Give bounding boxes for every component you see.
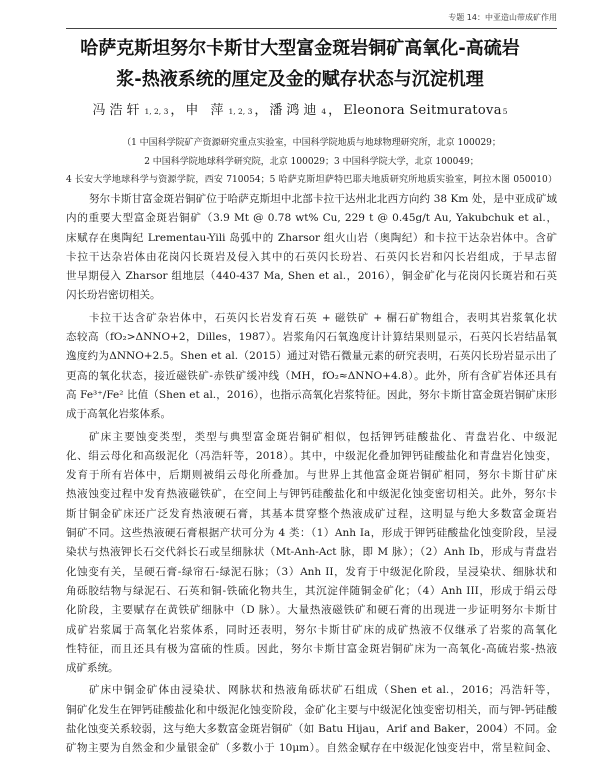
title-line: 浆-热液系统的厘定及金的赋存状态与沉淀机理: [116, 69, 484, 90]
paper-title: [0, 33, 600, 95]
affiliation-line: （1 中国科学院矿产资源研究重点实验室，中国科学院地质与地球物理研究所，北京 100029；: [122, 138, 501, 148]
paragraph: [66, 681, 557, 758]
paragraph-line: 卡拉干达杂岩体由花岗闪长斑岩及侵入其中的石英闪长玢岩、石英闪长岩和闪长岩组成，于早志留: [66, 250, 557, 263]
paragraph-line: 热液蚀变过程中发育热液磁铁矿，在空间上与钾钙硅酸盐化和中级泥化蚀变密切相关。此外，努尔卡: [66, 488, 557, 501]
author-name: 潘鸿迪: [269, 103, 321, 118]
paragraph: [66, 190, 557, 306]
paragraph-line: 角砾胶结物与绿泥石、石英和铜-铁硫化物共生，其沉淀伴随铜金矿化；（4）Anh III，形成于绢云母: [66, 584, 557, 597]
paragraph-line: 染状与热液钾长石交代斜长石或呈细脉状（Mt-Anh-Act 脉，即 M 脉）；（2）Anh Ib，形成与青盘岩: [66, 546, 557, 559]
affiliations: [66, 134, 557, 190]
paragraph-line: 更高的氧化状态，接近磁铁矿-赤铁矿缓冲线（MH，fO₂≈ΔNNO+4.8）。此外，所有含矿岩体还具有: [66, 369, 557, 382]
abstract-body: [66, 190, 557, 759]
paragraph-line: 成矿系统。: [66, 662, 119, 675]
paragraph-line: 矿床主要蚀变类型，类型与典型富金斑岩铜矿相似，包括钾钙硅酸盐化、青盘岩化、中级泥: [89, 430, 557, 443]
paragraph-line: 努尔卡斯甘富金斑岩铜矿位于哈萨克斯坦中北部卡拉干达州北北西方向约 38 Km 处，是中亚成矿域: [89, 193, 557, 205]
running-title: 专题 14：中亚造山带成矿作用: [448, 13, 557, 22]
paragraph: [66, 309, 557, 425]
author-list: 冯浩轩 1, 2, 3 ， 申 萍 1, 2, 3 ， 潘鸿迪 4 ， Eleonora Seitmuratova 5: [0, 101, 600, 121]
author-name: 冯浩轩: [92, 103, 144, 118]
paragraph-line: 成矿岩浆属于高氧化岩浆体系，同时还表明，努尔卡斯甘矿床的成矿热液不仅继承了岩浆的高氧化: [66, 623, 557, 636]
paragraph-line: 化蚀变有关，呈硬石膏-绿帘石-绿泥石脉；（3）Anh II，发育于中级泥化阶段，呈浸染状、细脉状和: [66, 565, 557, 578]
author-separator: ，: [328, 103, 342, 118]
paragraph-line: 态较高（fO₂>ΔNNO+2，Dilles，1987）。岩浆角闪石氧逸度计计算结果则显示，石英闪长岩结晶氧: [66, 331, 557, 344]
paragraph-line: 铜矿化发生在钾钙硅酸盐化和中级泥化蚀变阶段，金矿化主要与中级泥化蚀变密切相关，而与钾-钙硅酸: [66, 703, 557, 716]
paragraph-line: 矿床中铜金矿体由浸染状、网脉状和热液角砾状矿石组成（Shen et al.，2016；冯浩轩等，: [89, 684, 557, 697]
paragraph-line: 斯甘铜金矿床还广泛发育热液硬石膏，其基本贯穿整个热液成矿过程，这明显与绝大多数富金斑岩: [66, 507, 557, 520]
paragraph-line: 化阶段，主要赋存在黄铁矿细脉中（D 脉）。大量热液磁铁矿和硬石膏的出现进一步证明努尔卡斯甘: [66, 604, 557, 617]
header-rule: [66, 28, 557, 29]
paragraph-line: 床赋存在奥陶纪 Lrementau-Yili 岛弧中的 Zharsor 组火山岩（奥陶纪）和卡拉干达杂岩体中。含矿: [66, 231, 557, 244]
paragraph-line: 矿物主要为自然金和少量银金矿（多数小于 10μm）。自然金赋存在中级泥化蚀变岩中，常呈粒间金、: [66, 742, 557, 755]
paragraph-line: 发育于所有岩体中，后期则被绢云母化所叠加。与世界上其他富金斑岩铜矿相同，努尔卡斯甘矿床: [66, 469, 557, 482]
paragraph-line: 闪长玢岩密切相关。: [66, 289, 161, 302]
paragraph-line: 性特征，而且还具有极为富硫的性质。因此，努尔卡斯甘富金斑岩铜矿床为一高氧化-高硫岩浆-热液: [66, 642, 557, 655]
paragraph-line: 卡拉干达含矿杂岩体中，石英闪长岩发育石英 + 磁铁矿 + 榍石矿物组合，表明其岩浆氧化状: [89, 311, 557, 324]
paragraph-line: 铜矿不同。这些热液硬石膏根据产状可分为 4 类：（1）Anh Ia，形成于钾钙硅酸盐化蚀变阶段，呈浸: [66, 527, 557, 540]
paragraph-line: 高 Fe³⁺/Fe² 比值（Shen et al.，2016），也指示高氧化岩浆特征。因此，努尔卡斯甘富金斑岩铜矿床形: [66, 388, 557, 401]
author-name: Eleonora Seitmuratova: [343, 103, 502, 118]
author-name: 申 萍: [185, 103, 228, 118]
title-line: 哈萨克斯坦努尔卡斯甘大型富金斑岩铜矿高氧化-高硫岩: [80, 38, 520, 59]
author-separator: ，: [170, 103, 184, 118]
affiliation-line: 4 长安大学地球科学与资源学院，西安 710054；5 哈萨克斯坦萨特巴耶夫地质研究所地质实验室，阿拉木图 050010）: [66, 175, 557, 185]
paragraph-line: 盐化蚀变关系较弱，这与绝大多数富金斑岩铜矿（如 Batu Hijau，Arif and Baker，2004）不同。金: [66, 723, 557, 736]
affiliation-line: 2 中国科学院地球科学研究院，北京 100029；3 中国科学院大学，北京 100049；: [144, 156, 479, 167]
paragraph-line: 世早期侵入 Zharsor 组地层（440-437 Ma, Shen et al.，2016），铜金矿化与花岗闪长斑岩和石英: [66, 270, 557, 283]
paragraph: [66, 428, 557, 679]
paragraph-line: 内的重要大型富金斑岩铜矿（3.9 Mt @ 0.78 wt% Cu, 229 t @ 0.45g/t Au, Yakubchuk et al.，: [66, 212, 557, 225]
author-separator: ，: [254, 103, 268, 118]
paragraph-line: 成于高氧化岩浆体系。: [66, 408, 171, 421]
paragraph-line: 化、绢云母化和高级泥化（冯浩轩等，2018）。其中，中级泥化叠加钾钙硅酸盐化和青盘岩化蚀变，: [66, 449, 557, 462]
paragraph-line: 逸度约为ΔNNO+2.5。Shen et al.（2015）通过对锆石微量元素的研究表明，石英闪长玢岩显示出了: [66, 350, 557, 363]
